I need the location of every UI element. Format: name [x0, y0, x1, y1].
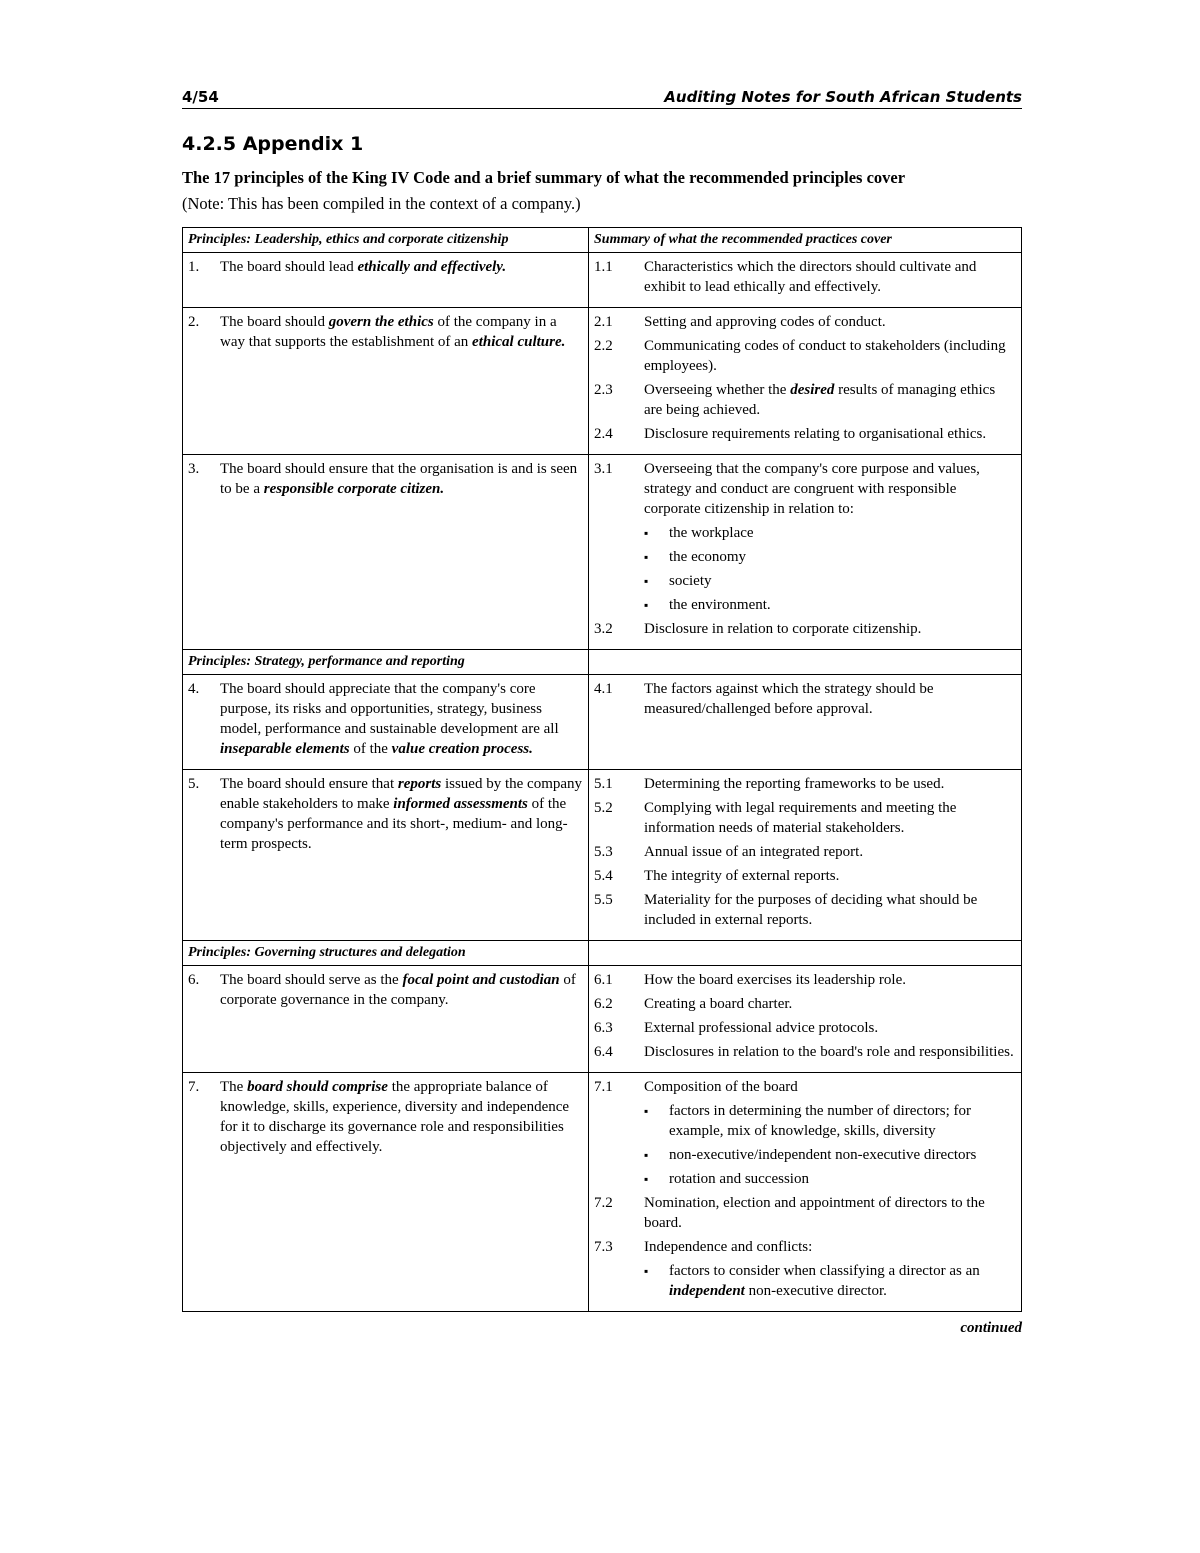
- practice-5-4: 5.4 The integrity of external reports.: [594, 868, 840, 884]
- principle-7: 7. The board should comprise the appropriate balance of knowledge, skills, experience, diversity and independence for it to discharge its governance role and responsibilities objectively and effectively.: [188, 1079, 570, 1155]
- list-item: ▪ rotation and succession: [644, 1171, 809, 1187]
- practice-7-1: 7.1 Composition of the board: [594, 1079, 798, 1095]
- practice-1-1: 1.1 Characteristics which the directors should cultivate and exhibit to lead ethically and effectively.: [594, 259, 977, 295]
- practice-5-5: 5.5 Materiality for the purposes of deciding what should be included in external reports.: [594, 892, 978, 928]
- principle-4: 4. The board should appreciate that the company's core purpose, its risks and opportunities, strategy, business model, performance and sustainable development are all inseparable elements of the value creation process.: [188, 681, 559, 757]
- practice-7-1-bullets: [644, 1101, 1016, 1189]
- practice-7-3-bullets: [644, 1261, 1016, 1301]
- practice-6-2: 6.2 Creating a board charter.: [594, 996, 793, 1012]
- practice-2-3: 2.3 Overseeing whether the desired results of managing ethics are being achieved.: [594, 382, 996, 418]
- list-item: ▪ the workplace: [644, 525, 754, 541]
- table-row: [183, 1073, 1022, 1312]
- table-row: [183, 675, 1022, 770]
- practice-6-1: 6.1 How the board exercises its leadership role.: [594, 972, 906, 988]
- principle-3: 3. The board should ensure that the organisation is and is seen to be a responsible corporate citizen.: [188, 461, 578, 497]
- continued-label: continued: [960, 1320, 1022, 1336]
- group-header-row: [183, 650, 1022, 675]
- intro: [182, 165, 1022, 217]
- principles-table: [182, 227, 1022, 1312]
- list-item: ▪ the environment.: [644, 597, 771, 613]
- table-row: [183, 770, 1022, 941]
- running-title: Auditing Notes for South African Students: [664, 88, 1022, 106]
- practice-2-2: 2.2 Communicating codes of conduct to stakeholders (including employees).: [594, 338, 1006, 374]
- practice-5-3: 5.3 Annual issue of an integrated report.: [594, 844, 864, 860]
- table-row: [183, 253, 1022, 308]
- practice-4-1: 4.1 The factors against which the strategy should be measured/challenged before approval.: [594, 681, 934, 717]
- page-header: [182, 88, 1022, 109]
- practice-7-3: 7.3 Independence and conflicts:: [594, 1239, 813, 1255]
- table-row: [183, 308, 1022, 455]
- practice-3-1-bullets: [644, 523, 1016, 615]
- list-item: ▪ the economy: [644, 549, 747, 565]
- practice-3-1: 3.1 Overseeing that the company's core purpose and values, strategy and conduct are congruent with responsible corporate citizenship in relation to:: [594, 461, 980, 517]
- principle-6: 6. The board should serve as the focal point and custodian of corporate governance in the company.: [188, 972, 576, 1008]
- page-number: 4/54: [182, 88, 219, 106]
- table-row: [183, 455, 1022, 650]
- list-item: ▪ society: [644, 573, 712, 589]
- practice-2-4: 2.4 Disclosure requirements relating to organisational ethics.: [594, 426, 987, 442]
- intro-lead: The 17 principles of the King IV Code and a brief summary of what the recommended principles cover: [182, 168, 906, 187]
- header-right: Summary of what the recommended practices cover: [589, 228, 1022, 253]
- practice-6-3: 6.3 External professional advice protocols.: [594, 1020, 879, 1036]
- table-header-row: [183, 228, 1022, 253]
- group-header-row: [183, 941, 1022, 966]
- principle-2: 2. The board should govern the ethics of the company in a way that supports the establishment of an ethical culture.: [188, 314, 566, 350]
- practice-5-2: 5.2 Complying with legal requirements and meeting the information needs of material stakeholders.: [594, 800, 957, 836]
- practice-7-2: 7.2 Nomination, election and appointment of directors to the board.: [594, 1195, 985, 1231]
- group-strategy: Principles: Strategy, performance and reporting: [183, 650, 589, 675]
- header-left: Principles: Leadership, ethics and corporate citizenship: [183, 228, 589, 253]
- list-item: ▪ factors to consider when classifying a director as an independent non-executive director.: [644, 1263, 980, 1299]
- practice-5-1: 5.1 Determining the reporting frameworks to be used.: [594, 776, 945, 792]
- table-row: [183, 966, 1022, 1073]
- list-item: ▪ factors in determining the number of directors; for example, mix of knowledge, skills, diversity: [644, 1103, 971, 1139]
- principle-5: 5. The board should ensure that reports issued by the company enable stakeholders to make informed assessments of the company's performance and its short-, medium- and long-term prospects.: [188, 776, 583, 852]
- principle-1: 1. The board should lead ethically and effectively.: [188, 259, 507, 275]
- document-page: [182, 88, 1022, 1337]
- group-governing: Principles: Governing structures and delegation: [183, 941, 589, 966]
- practice-3-2: 3.2 Disclosure in relation to corporate citizenship.: [594, 621, 922, 637]
- list-item: ▪ non-executive/independent non-executive directors: [644, 1147, 977, 1163]
- section-title: 4.2.5 Appendix 1: [182, 133, 364, 155]
- intro-note: (Note: This has been compiled in the context of a company.): [182, 194, 581, 213]
- practice-2-1: 2.1 Setting and approving codes of conduct.: [594, 314, 886, 330]
- practice-6-4: 6.4 Disclosures in relation to the board's role and responsibilities.: [594, 1044, 1014, 1060]
